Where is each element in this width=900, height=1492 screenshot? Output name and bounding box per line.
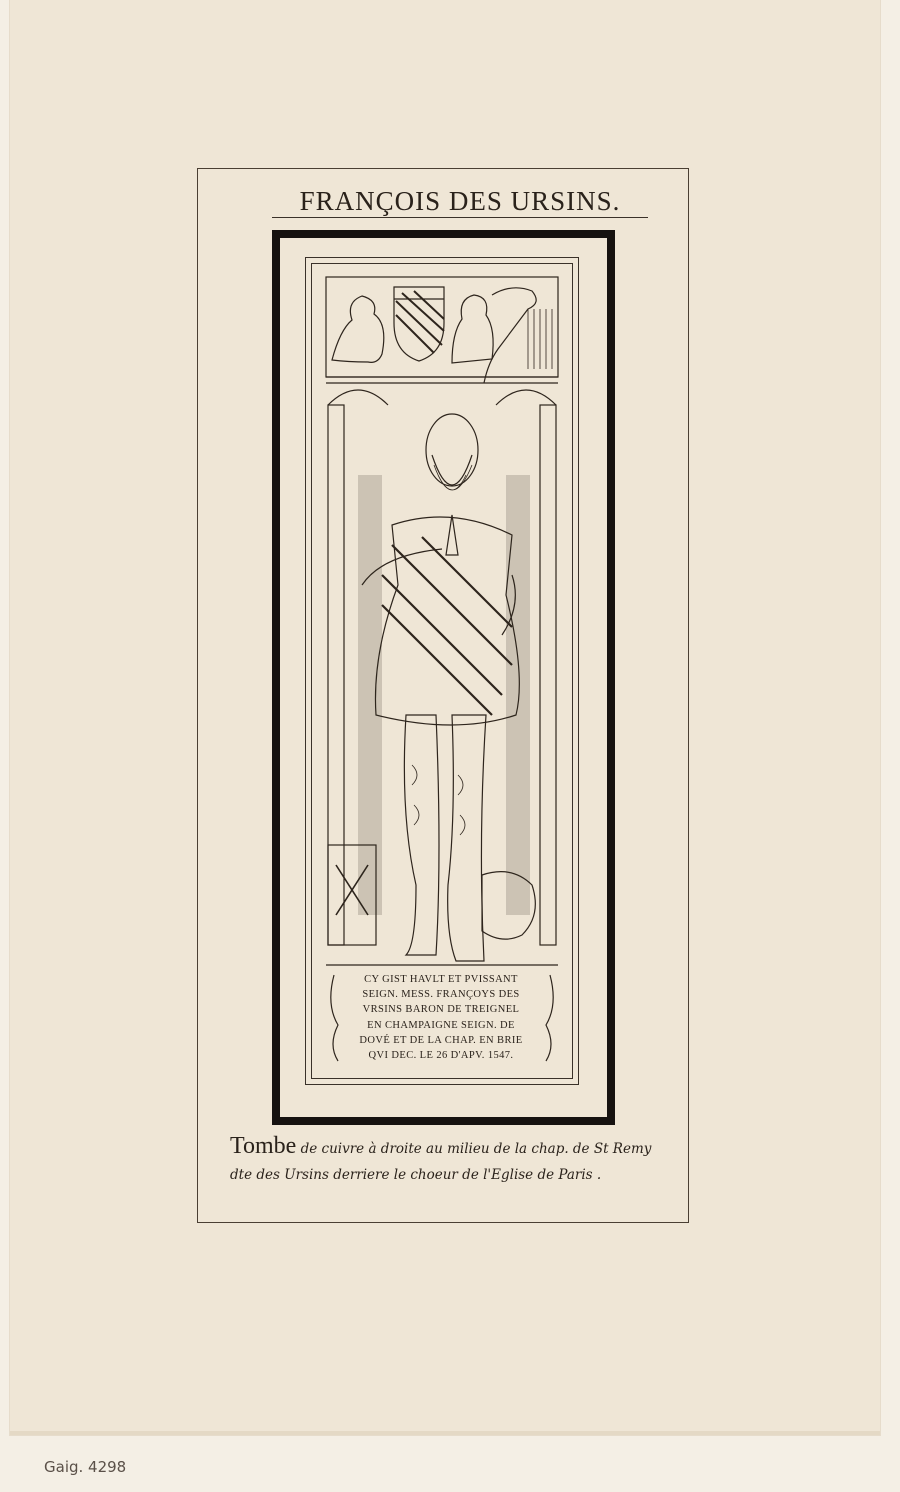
page-title: FRANÇOIS DES URSINS. xyxy=(299,186,621,216)
title-underline xyxy=(272,217,648,218)
lion-right xyxy=(452,295,493,363)
tomb-inscription xyxy=(336,972,546,1082)
sheet-edge xyxy=(10,1431,880,1435)
tomb-engraving xyxy=(322,275,562,1065)
caption-line2: dte des Ursins derriere le choeur de l'Eglise de Paris . xyxy=(230,1167,602,1183)
shelfmark: Gaig. 4298 xyxy=(44,1458,127,1476)
caption xyxy=(230,1133,690,1188)
inscription-line: CY GIST HAVLT ET PVISSANT xyxy=(364,974,518,985)
knight-head xyxy=(426,414,478,486)
caption-lead: Tombe xyxy=(230,1133,297,1159)
inscription-line: SEIGN. MESS. FRANÇOYS DES xyxy=(362,989,520,1001)
inscription-line: EN CHAMPAIGNE SEIGN. DE xyxy=(367,1019,515,1031)
caption-line1: de cuivre à droite au milieu de la chap. de St Remy xyxy=(296,1141,652,1157)
inscription-line: QVI DEC. LE 26 D'APV. 1547. xyxy=(368,1050,514,1062)
knight-leg-left xyxy=(404,715,439,955)
knight-leg-right xyxy=(448,715,486,961)
column-right xyxy=(540,405,556,945)
lion-left xyxy=(332,296,384,362)
column-left xyxy=(328,405,344,945)
inscription-line: DOVÉ ET DE LA CHAP. EN BRIE xyxy=(359,1034,523,1046)
inscription-line: VRSINS BARON DE TREIGNEL xyxy=(362,1004,520,1016)
